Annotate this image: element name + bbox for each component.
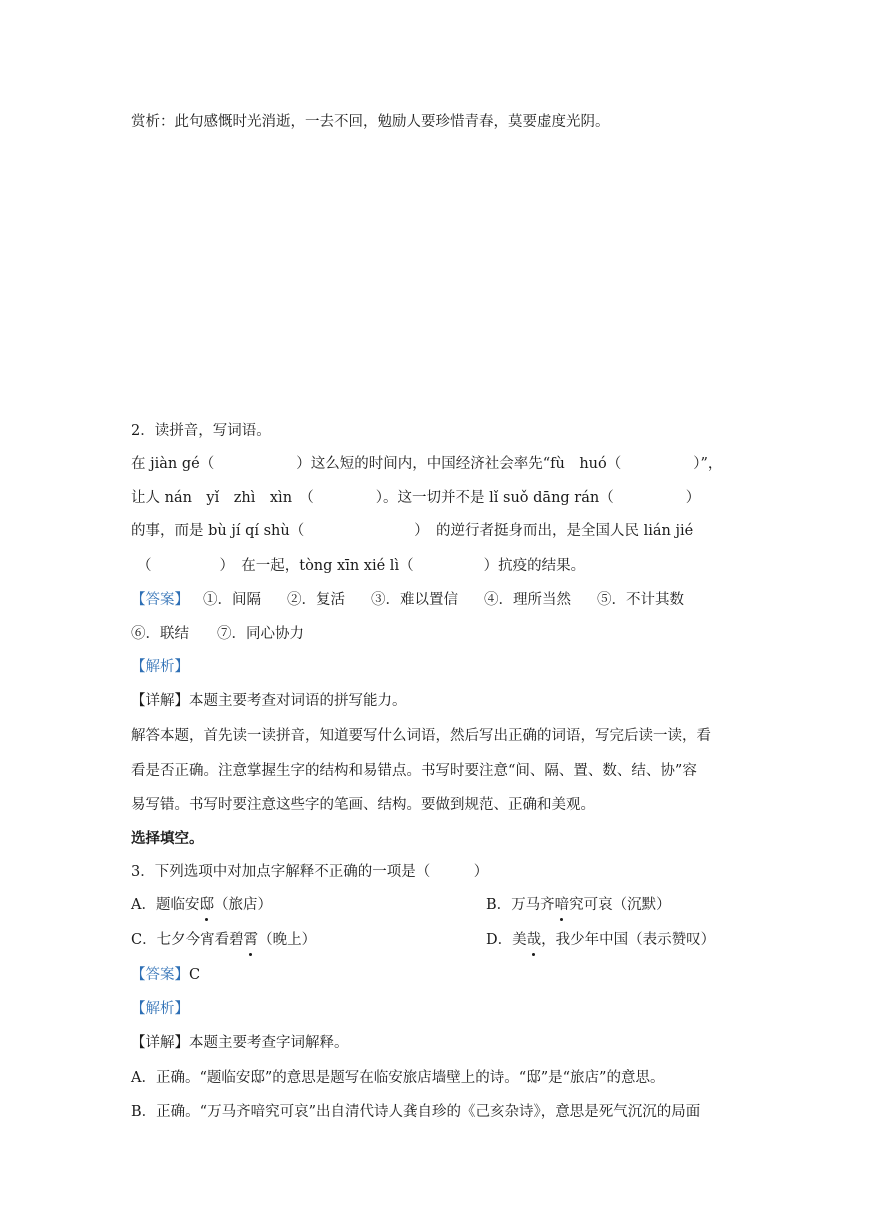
q3-stem: 3．下列选项中对加点字解释不正确的一项是（ ） <box>131 864 489 880</box>
answer-item: ⑥．联结 <box>131 626 189 642</box>
option-b-text: B．万马齐 <box>486 897 555 913</box>
q3-explanation-a: A．正确。“题临安邸”的意思是题写在临安旅店墙壁上的诗。“邸”是“旅店”的意思。 <box>131 1070 665 1086</box>
option-b-gloss: 究可哀（沉默） <box>569 897 671 913</box>
q2-answer-row-2 <box>131 624 304 644</box>
q2-para-1: 解答本题，首先读一读拼音，知道要写什么词语，然后写出正确的词语，写完后读一读，看 <box>131 728 711 744</box>
dotted-char: 哉 <box>526 932 542 948</box>
q2-line-2-b: ）。这一切并不是 lǐ suǒ dāng rán（ <box>375 490 614 506</box>
q2-detail: 【详解】本题主要考查对词语的拼写能力。 <box>131 693 407 709</box>
q2-line-4 <box>131 556 585 576</box>
option-d-text: D．美 <box>486 932 527 948</box>
answer-item: ③．难以置信 <box>371 592 458 608</box>
section-heading: 选择填空。 <box>131 830 204 847</box>
q3-answer <box>131 965 200 985</box>
q2-line-3-a: 的事，而是 bù jí qí shù（ <box>131 523 305 539</box>
q2-line-4-b: ） 在一起，tòng xīn xié lì（ <box>219 558 414 574</box>
answer-label: 【答案】 <box>131 592 189 608</box>
q2-line-2-c: ） <box>685 490 701 506</box>
q2-analysis-label: 【解析】 <box>131 659 189 675</box>
answer-item: ②．复活 <box>287 592 345 608</box>
q2-line-1-a: 在 jiàn gé（ <box>131 456 215 472</box>
q2-line-3 <box>131 521 693 541</box>
option-a-gloss: （旅店） <box>213 897 272 913</box>
q2-line-1 <box>131 454 722 474</box>
q2-line-4-c: ）抗疫的结果。 <box>483 558 586 574</box>
option-d-gloss: ，我少年中国（表示赞叹） <box>541 932 716 948</box>
q3-option-a[interactable] <box>131 895 272 915</box>
answer-value: C <box>189 967 201 983</box>
appreciation-text: 赏析：此句感慨时光消逝，一去不回，勉励人要珍惜青春，莫要虚度光阴。 <box>131 114 610 130</box>
option-c-text: C．七夕今宵看碧 <box>131 932 244 948</box>
q3-detail: 【详解】本题主要考查字词解释。 <box>131 1035 349 1051</box>
answer-label: 【答案】 <box>131 967 189 983</box>
q3-explanation-b: B．正确。“万马齐喑究可哀”出自清代诗人龚自珍的《己亥杂诗》，意思是死气沉沉的局面 <box>131 1104 701 1120</box>
q3-option-b[interactable] <box>486 895 671 915</box>
q2-line-3-b: ） 的逆行者挺身而出，是全国人民 lián jié <box>414 523 694 539</box>
answer-item: ⑤．不计其数 <box>597 592 684 608</box>
q3-option-c[interactable] <box>131 930 316 950</box>
option-a-text: A．题临安 <box>131 897 200 913</box>
q3-option-d[interactable] <box>486 930 715 950</box>
q2-answer-row-1 <box>131 590 684 610</box>
dotted-char: 邸 <box>199 897 214 913</box>
dotted-char: 喑 <box>554 897 570 913</box>
q2-line-1-b: ）这么短的时间内，中国经济社会率先“fù huó（ <box>296 456 622 472</box>
q3-analysis-label: 【解析】 <box>131 1001 189 1017</box>
answer-item: ①．间隔 <box>203 592 261 608</box>
q2-line-4-a: （ <box>137 558 152 574</box>
q2-line-2-a: 让人 nán yǐ zhì xìn （ <box>131 490 314 506</box>
q2-para-3: 易写错。书写时要注意这些字的笔画、结构。要做到规范、正确和美观。 <box>131 797 595 813</box>
q2-line-2 <box>131 488 700 508</box>
option-c-gloss: （晚上） <box>258 932 317 948</box>
q2-title: 2．读拼音，写词语。 <box>131 423 271 439</box>
answer-item: ⑦．同心协力 <box>217 626 304 642</box>
q2-line-1-c: ）”， <box>693 456 723 472</box>
q2-para-2: 看是否正确。注意掌握生字的结构和易错点。书写时要注意“间、隔、置、数、结、协”容 <box>131 763 697 779</box>
dotted-char: 霄 <box>243 932 259 948</box>
answer-item: ④．理所当然 <box>484 592 571 608</box>
